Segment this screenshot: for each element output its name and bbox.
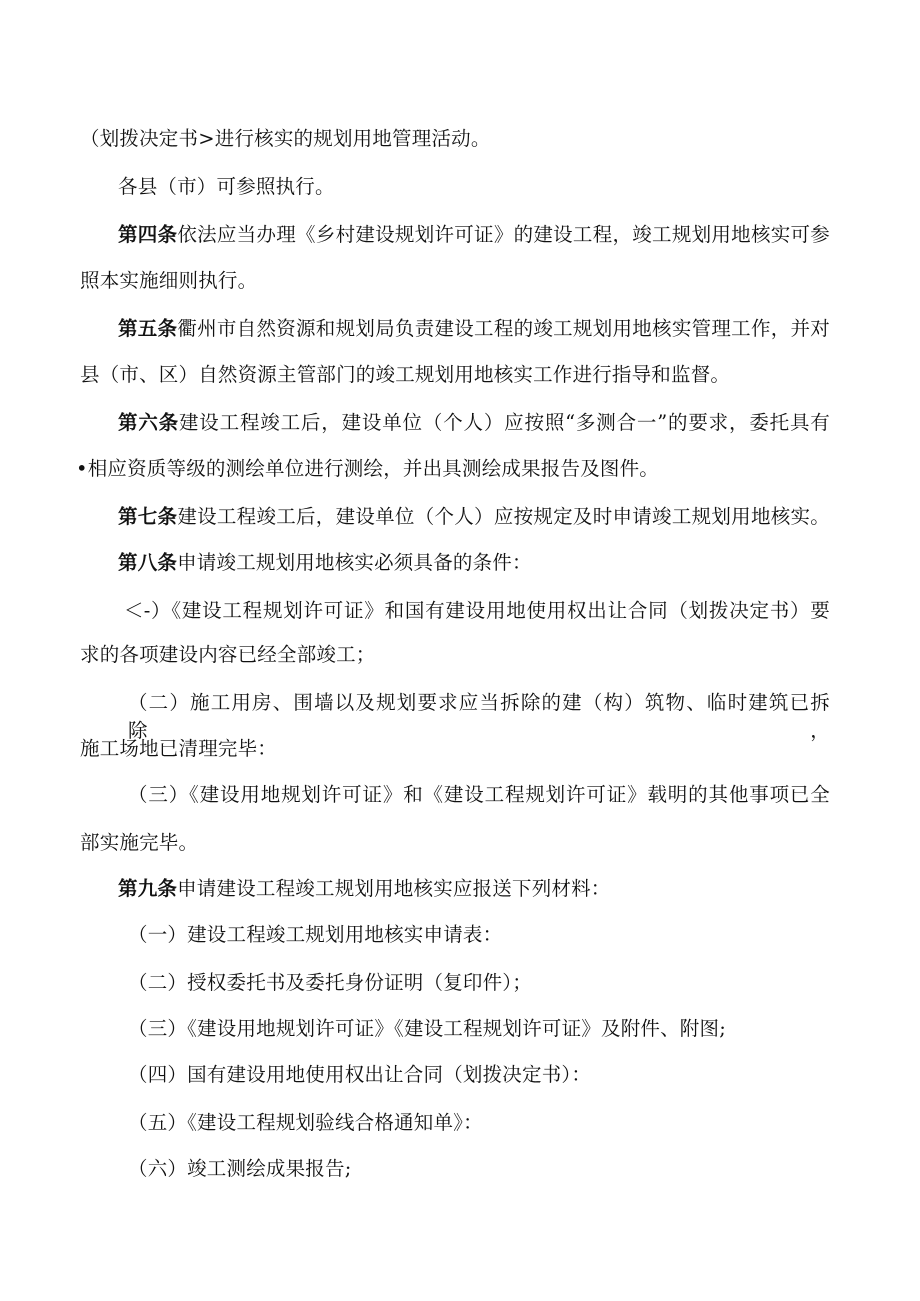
line-text: 部实施完毕。: [80, 831, 199, 854]
paragraph-line: [128, 1109, 483, 1137]
paragraph-line: [128, 781, 830, 809]
paragraph-line: [128, 1061, 591, 1089]
line-text: （一）建设工程竣工规划用地核实申请表：: [128, 923, 503, 946]
line-text: （四）国有建设用地使用权出让合同（划拨决定书）：: [128, 1063, 592, 1086]
paragraph-line: [80, 267, 257, 295]
line-text: 各县（市）可参照执行。: [118, 175, 335, 198]
article-number: 第五条: [118, 317, 178, 340]
line-text: （二）授权委托书及委托身份证明（复印件）；: [128, 971, 532, 994]
paragraph-line: [118, 875, 611, 903]
line-text: 建设工程竣工后，建设单位（个人）应按照“多测合一”的要求，委托具有: [178, 411, 830, 434]
paragraph-line: [80, 125, 491, 153]
line-text: （五）《建设工程规划验线合格通知单》：: [128, 1111, 483, 1134]
paragraph-line: [124, 597, 830, 625]
line-text: 求的各项建设内容已经全部竣工；: [80, 643, 376, 666]
line-text: （二）施工用房、围墙以及规划要求应当拆除的建（构）筑物、临时建筑已拆除，: [128, 691, 830, 742]
paragraph-line: [118, 503, 830, 531]
paragraph-line: [80, 641, 376, 669]
line-text: （划拨决定书>进行核实的规划用地管理活动。: [80, 127, 491, 150]
article-number: 第六条: [118, 411, 179, 434]
line-text: 依法应当办理《乡村建设规划许可证》的建设工程，竣工规划用地核实可参: [177, 223, 830, 246]
line-text: 县（市、区）自然资源主管部门的竣工规划用地核实工作进行指导和监督。: [80, 363, 731, 386]
paragraph-line: [118, 173, 335, 201]
line-text: 申请竣工规划用地核实必须具备的条件：: [177, 551, 532, 574]
article-number: 第四条: [118, 223, 178, 246]
paragraph-line: [128, 1155, 351, 1183]
paragraph-line: [128, 921, 502, 949]
paragraph-line: [118, 315, 830, 343]
article-number: 第八条: [118, 551, 178, 574]
line-text: 建设工程竣工后，建设单位（个人）应按规定及时申请竣工规划用地核实。: [177, 505, 830, 528]
paragraph-line: [118, 409, 830, 437]
line-text: 施工场地已清理完毕：: [80, 737, 278, 760]
paragraph-line: [76, 455, 659, 483]
paragraph-line: [80, 829, 198, 857]
paragraph-line: [80, 361, 730, 389]
paragraph-line: [128, 1015, 726, 1043]
line-text: （六）竣工测绘成果报告;: [128, 1157, 352, 1180]
paragraph-line: [118, 549, 532, 577]
article-number: 第七条: [118, 505, 178, 528]
line-text: 照本实施细则执行。: [80, 269, 258, 292]
paragraph-line: [118, 221, 830, 249]
line-text: ＜-）《建设工程规划许可证》和国有建设用地使用权出让合同（划拨决定书）要: [124, 599, 830, 622]
line-text: •相应资质等级的测绘单位进行测绘，并出具测绘成果报告及图件。: [76, 457, 660, 480]
line-text: （三）《建设用地规划许可证》和《建设工程规划许可证》载明的其他事项已全: [128, 783, 830, 806]
line-text: 申请建设工程竣工规划用地核实应报送下列材料：: [177, 877, 611, 900]
paragraph-line: [128, 969, 532, 997]
article-number: 第九条: [118, 877, 178, 900]
paragraph-line: [80, 735, 277, 763]
line-text: （三）《建设用地规划许可证》《建设工程规划许可证》及附件、附图;: [128, 1017, 726, 1040]
line-text: 衢州市自然资源和规划局负责建设工程的竣工规划用地核实管理工作，并对: [177, 317, 830, 340]
